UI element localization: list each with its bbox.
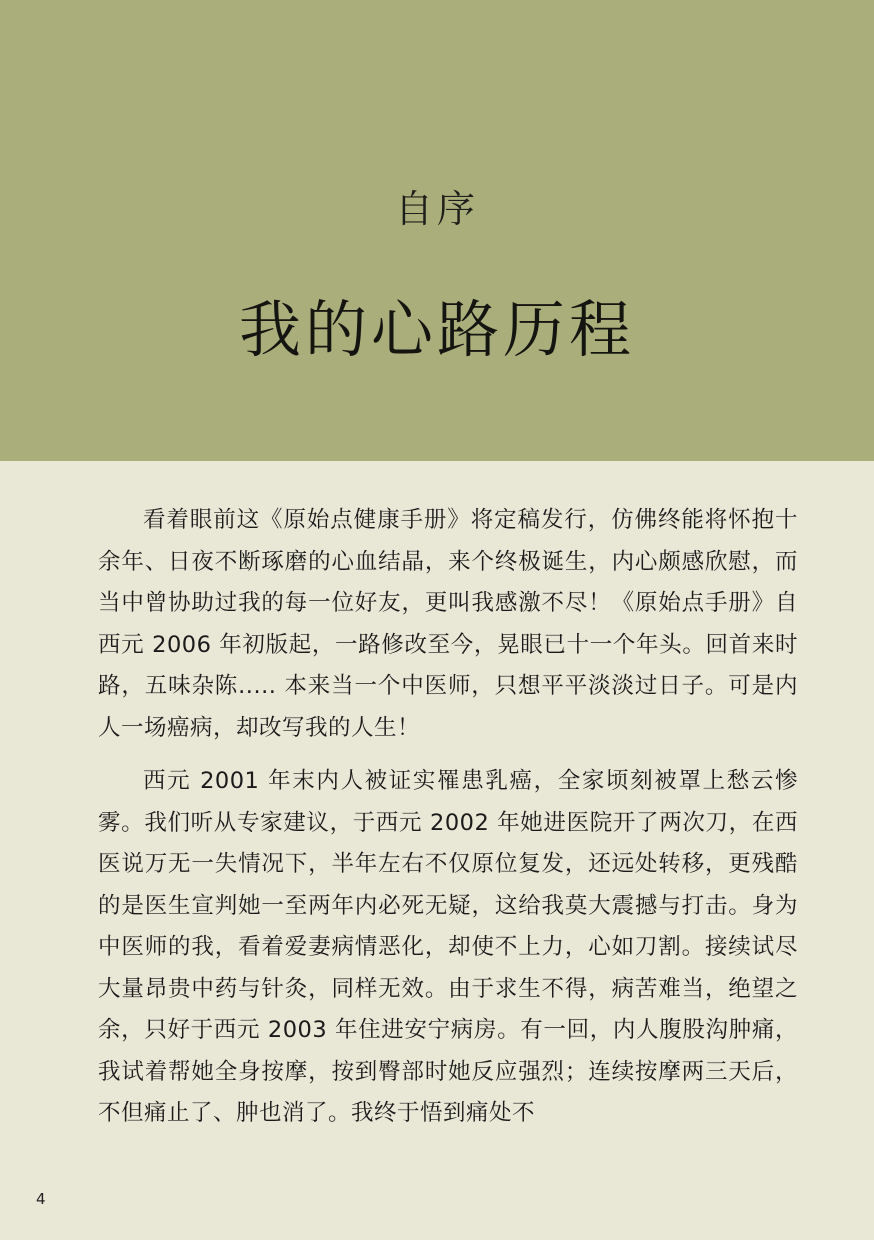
paragraph: 看着眼前这《原始点健康手册》将定稿发行，仿佛终能将怀抱十余年、日夜不断琢磨的心血结晶，来个终极诞生，内心颇感欣慰，而当中曾协助过我的每一位好友，更叫我感激不尽！《原始点手册》自西元 2006 年初版起，一路修改至今，晃眼已十一个年头。回首来时路，五味杂陈..... 本来当一个中医师，只想平平淡淡过日子。可是内人一场癌病，却改写我的人生！: [98, 507, 798, 741]
chapter-header-band: [0, 0, 874, 461]
chapter-title: 我的心路历程: [238, 293, 635, 366]
body-text: [98, 500, 798, 1147]
chapter-subtitle: 自序: [394, 187, 479, 231]
page-number: 4: [36, 1190, 46, 1208]
paragraph: 西元 2001 年末内人被证实罹患乳癌，全家顷刻被罩上愁云惨雾。我们听从专家建议，于西元 2002 年她进医院开了两次刀，在西医说万无一失情况下，半年左右不仅原位复发，还远处转移，更残酷的是医生宣判她一至两年内必死无疑，这给我莫大震撼与打击。身为中医师的我，看着爱妻病情恶化，却使不上力，心如刀割。接续试尽大量昂贵中药与针灸，同样无效。由于求生不得，病苦难当，绝望之余，只好于西元 2003 年住进安宁病房。有一回，内人腹股沟肿痛，我试着帮她全身按摩，按到臀部时她反应强烈；连续按摩两三天后，不但痛止了、肿也消了。我终于悟到痛处不: [98, 768, 798, 1126]
